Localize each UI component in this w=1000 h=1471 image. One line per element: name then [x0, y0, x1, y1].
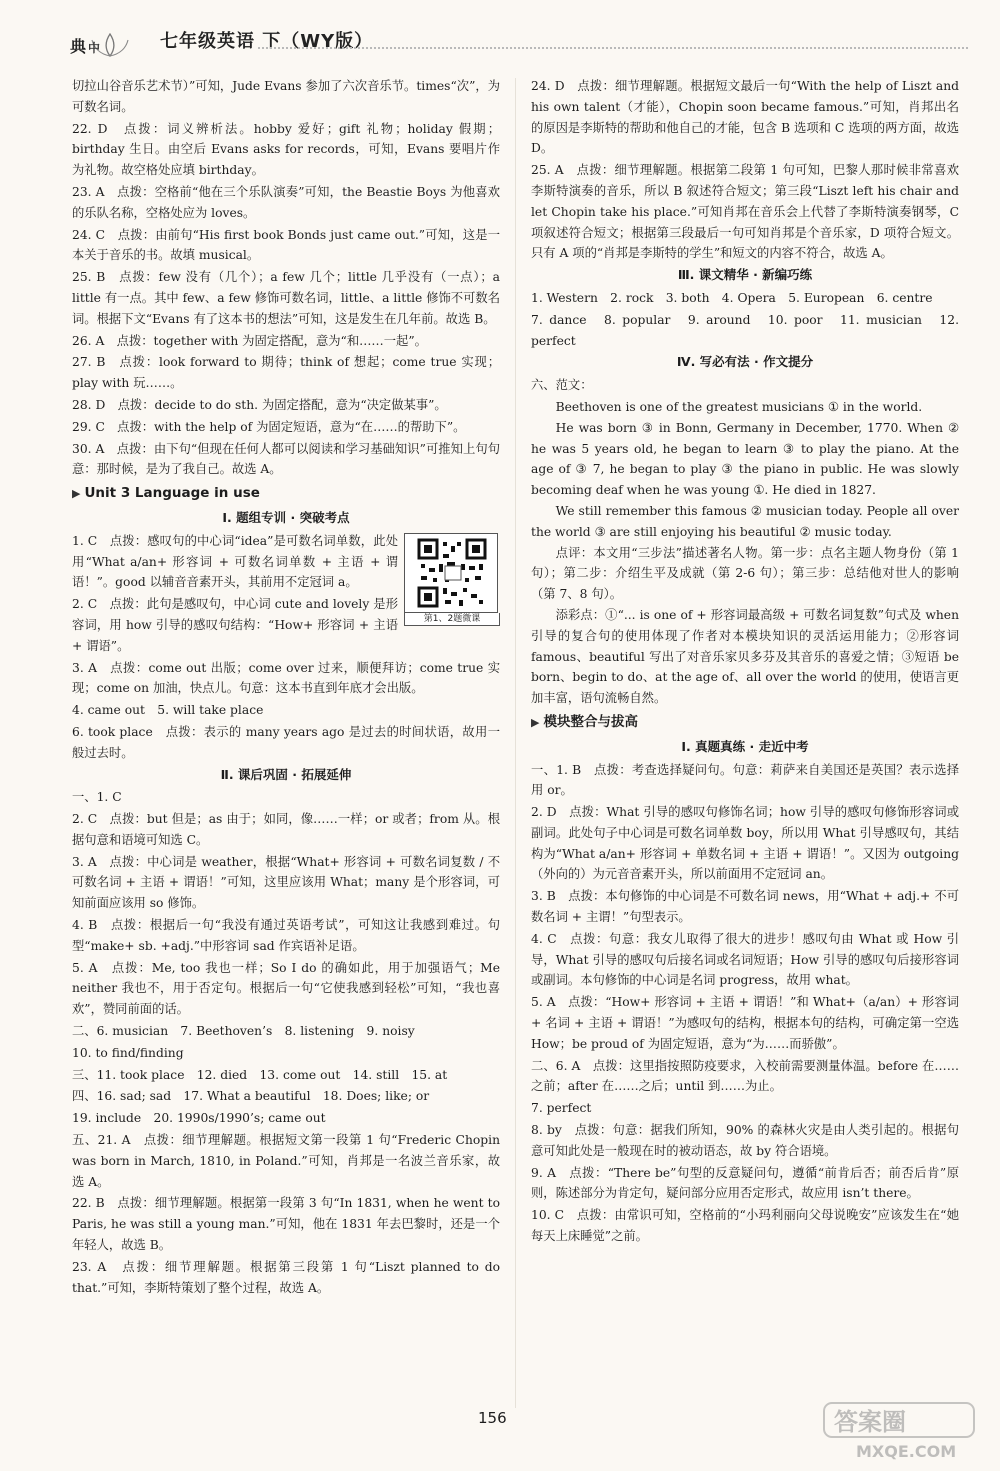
answer-item: 27. B 点拨：look forward to 期待；think of 想起；come true 实现；play with 玩……。 — [72, 355, 500, 391]
answer-item: 24. C 点拨：由前句“His first book Bonds just came out.”可知，这是一本关于音乐的书。故填 musical。 — [72, 227, 500, 263]
essay-paragraph: He was born ③ in Bonn, Germany in December, 1770. When ② he was 5 years old, he began to learn ③ to play the piano. At the age of ③ 7, he began to play ③ the piano in public. He was slowly becoming deaf when he was young ①. He died in 1827. — [531, 420, 959, 498]
answer-item: 3. A 点拨：中心词是 weather，根据“What+ 形容词 + 可数名词复数 / 不可数名词 + 主语 + 谓语！”可知，这里应该用 What；many 是个形容词，可知前面应该用 so 修饰。 — [72, 854, 500, 911]
right-column — [531, 76, 959, 1248]
page-number: 156 — [478, 1409, 507, 1427]
answer-item: 10. to find/finding — [72, 1045, 184, 1060]
answer-item: 4. came out 5. will take place — [72, 703, 264, 718]
answer-item: 四、16. sad; sad 17. What a beautiful 18. Does; like; or — [72, 1089, 430, 1104]
svg-text:典: 典 — [70, 37, 87, 56]
essay-paragraph: We still remember this famous ② musician today. People all over the world ③ are still enjoying his beautiful ② music today. — [531, 503, 959, 539]
answer-item: 5. A 点拨：Me, too 我也一样；So I do 的确如此，用于加强语气；Me neither 我也不，用于否定句。根据后一句“它使我感到轻松”可知，“我也喜欢”，赞同前面的话。 — [72, 960, 500, 1017]
answer-item: 1. Western 2. rock 3. both 4. Opera 5. European 6. centre — [531, 290, 933, 305]
heading-text: 模块整合与拔高 — [543, 713, 638, 730]
answer-item: 六、范文： — [531, 378, 593, 393]
answer-item: 23. A 点拨：空格前“他在三个乐队演奏”可知，the Beastie Boys 为他喜欢的乐队名称，空格处应为 loves。 — [72, 184, 500, 220]
essay-paragraph: 添彩点：①“... is one of + 形容词最高级 + 可数名词复数”句式及 when 引导的复合句的使用体现了作者对本模块知识的灵活运用能力；②形容词 famous、beautiful 写出了对音乐家贝多芬及其音乐的喜爱之情；③短语 be born、begin to do、at the age of、all over the world 的使用，使语言更加丰富，语句流畅自然。 — [531, 607, 959, 706]
left-column — [72, 76, 500, 1299]
answer-item: 24. D 点拨：细节理解题。根据短文最后一句“With the help of Liszt and his own talent（才能），Chopin soon became famous.”可知，肖邦出名的原因是李斯特的帮助和他自己的才能，包含 B 选项和 C 选项的两方面，故选 D。 — [531, 79, 959, 156]
answer-item: 2. C 点拨：but 但是；as 由于；如同，像……一样；or 或者；from 从。根据句意和语境可知选 C。 — [72, 812, 500, 847]
section-heading: Ⅰ. 真题真练 · 走近中考 — [681, 738, 809, 754]
svg-text:MXQE.COM: MXQE.COM — [856, 1442, 957, 1461]
answer-item: 25. A 点拨：细节理解题。根据第二段第 1 句可知，巴黎人那时候非常喜欢李斯特演奏的音乐，所以 B 叙述符合短文；第三段“Liszt left his chair and let Chopin take his place.”可知肖邦在音乐会上代替了李斯特演奏钢琴，C 项叙述符合短文；根据第三段最后一句可知肖邦是个音乐家，D 项符合短文。只有 A 项的“肖邦是李斯特的学生”和短文的内容不符合，故选 A。 — [531, 163, 959, 261]
svg-text:中: 中 — [88, 41, 101, 55]
essay-paragraph: 点评：本文用“三步法”描述著名人物。第一步：点名主题人物身份（第 1 句）；第二步：介绍生平及成就（第 2-6 句）；第三步：总结他对世人的影响（第 7、8 句）。 — [531, 545, 959, 602]
answer-item: 6. took place 点拨：表示的 many years ago 是过去的时间状语，故用一般过去时。 — [72, 724, 500, 760]
unit-heading — [72, 483, 500, 505]
answer-item: 23. A 点拨：细节理解题。根据第三段第 1 句“Liszt planned to do that.”可知，李斯特策划了整个过程，故选 A。 — [72, 1259, 500, 1295]
answer-item: 19. include 20. 1990s/1990’s; came out — [72, 1111, 326, 1126]
section-heading: Ⅲ. 课文精华 · 新编巧练 — [677, 267, 813, 283]
column-divider — [515, 78, 516, 1408]
answer-item: 26. A 点拨：together with 为固定搭配，意为“和……一起”。 — [72, 333, 427, 348]
essay-paragraph: Beethoven is one of the greatest musicians ① in the world. — [555, 399, 923, 414]
answer-item: 22. D 点拨：词义辨析法。hobby 爱好；gift 礼物；holiday 假期；birthday 生日。由空后 Evans asks for records，可知，Evans 要唱片作为礼物。故空格处应填 birthday。 — [72, 121, 500, 178]
answer-item: 2. D 点拨：What 引导的感叹句修饰名词；how 引导的感叹句修饰形容词或副词。此处句子中心词是可数名词单数 boy，所以用 What 引导感叹句，其结构为“What a/an+ 形容词 + 单数名词 + 主语 + 谓语！”。又因为 outgoing（外向的）为元音音素开头，所以前面用不定冠词 an。 — [531, 805, 959, 882]
answer-item: 三、11. took place 12. died 13. come out 14. still 15. at — [72, 1067, 448, 1082]
answer-item: 1. C 点拨：感叹句的中心词“idea”是可数名词单数，此处用“What a/an+ 形容词 + 可数名词单数 + 主语 + 谓语！”。good 以辅音音素开头，其前用不定冠词 a。 — [72, 533, 398, 590]
qr-code-icon — [404, 533, 498, 613]
header-title: 七年级英语 下（WY版） — [160, 31, 374, 52]
book-logo-icon — [70, 30, 150, 58]
section-heading: Ⅱ. 课后巩固 · 拓展延伸 — [220, 766, 352, 782]
answer-item: 7. dance 8. popular 9. around 10. poor 11. musician 12. perfect — [531, 312, 959, 348]
answer-item: 30. A 点拨：由下句“但现在任何人都可以阅读和学习基础知识”可推知上句句意：那时候，是为了我自己。故选 A。 — [72, 441, 500, 477]
triangle-bullet-icon: ▶ — [72, 487, 81, 501]
section-heading: Ⅰ. 题组专训 · 突破考点 — [222, 509, 350, 525]
answer-item: 切拉山谷音乐艺术节）”可知，Jude Evans 参加了六次音乐节。times“次”，为可数名词。 — [72, 79, 500, 114]
answer-item: 3. B 点拨：本句修饰的中心词是不可数名词 news，用“What + adj.+ 不可数名词 + 主谓！”句型表示。 — [531, 889, 959, 925]
header-rule — [258, 47, 968, 49]
qr-label: 第1、2题微课 — [404, 613, 500, 626]
page-header — [48, 28, 968, 64]
answer-item: 一、1. B 点拨：考查选择疑问句。句意：莉萨来自美国还是英国？表示选择用 or。 — [531, 762, 959, 798]
answer-item: 7. perfect — [531, 1101, 592, 1116]
answer-item: 25. B 点拨：few 没有（几个）；a few 几个；little 几乎没有（一点）；a little 有一点。其中 few、a few 修饰可数名词，little、a little 修饰不可数名词。根据下文“Evans 有了这本书的想法”可知，这是发生在几年前。故选 B。 — [72, 270, 500, 326]
answer-item: 10. C 点拨：由常识可知，空格前的“小玛利丽向父母说晚安”应该发生在“她每天上床睡觉”之前。 — [531, 1208, 959, 1244]
answer-item: 二、6. A 点拨：这里指按照防疫要求，入校前需要测量体温。before 在……之前；after 在……之后；until 到……为止。 — [531, 1058, 959, 1094]
svg-text:答案圈: 答案圈 — [834, 1408, 906, 1436]
answer-item: 3. A 点拨：come out 出版；come over 过来，顺便拜访；come true 实现；come on 加油，快点儿。句意：这本书直到年底才会出版。 — [72, 660, 500, 696]
module-heading — [531, 712, 959, 734]
qr-code[interactable] — [404, 533, 500, 627]
answer-item: 9. A 点拨：“There be”句型的反意疑问句，遵循“前肯后否；前否后肯”原则，陈述部分为肯定句，疑问部分应用否定形式，故应用 isn’t there。 — [531, 1165, 959, 1201]
answer-item: 28. D 点拨：decide to do sth. 为固定搭配，意为“决定做某事”。 — [72, 397, 447, 412]
answer-item: 一、1. C — [72, 790, 122, 805]
answer-item: 5. A 点拨：“How+ 形容词 + 主语 + 谓语！”和 What+（a/an）+ 形容词 + 名词 + 主语 + 谓语！”为感叹句的结构，根据本句的结构，可确定第一空选 How；be proud of 为固定短语，意为“为……而骄傲”。 — [531, 995, 959, 1051]
triangle-bullet-icon: ▶ — [531, 715, 540, 729]
answer-item: 2. C 点拨：此句是感叹句，中心词 cute and lovely 是形容词，用 how 引导的感叹句结构：“How+ 形容词 + 主语 + 谓语”。 — [72, 597, 398, 653]
answer-item: 22. B 点拨：细节理解题。根据第一段第 3 句“In 1831, when he went to Paris, he was still a young man.”可知，他在 1831 年去巴黎时，还是一个年轻人，故选 B。 — [72, 1196, 500, 1253]
answer-item: 五、21. A 点拨：细节理解题。根据短文第一段第 1 句“Frederic Chopin was born in March, 1810, in Poland.”可知，肖邦是一名波兰音乐家，故选 A。 — [72, 1133, 500, 1189]
answer-item: 二、6. musician 7. Beethoven’s 8. listening 9. noisy — [72, 1024, 415, 1039]
answer-item: 29. C 点拨：with the help of 为固定短语，意为“在……的帮助下”。 — [72, 419, 466, 434]
watermark-logo — [822, 1399, 982, 1463]
heading-text: Unit 3 Language in use — [84, 485, 260, 502]
answer-item: 4. B 点拨：根据后一句“我没有通过英语考试”，可知这让我感到难过。句型“make+ sb. +adj.”中形容词 sad 作宾语补足语。 — [72, 918, 500, 953]
section-heading: Ⅳ. 写必有法 · 作文提分 — [676, 354, 814, 370]
answer-item: 8. by 点拨：句意：据我们所知，90% 的森林火灾是由人类引起的。根据句意可知此处是一般现在时的被动语态，故 by 符合语境。 — [531, 1123, 959, 1158]
answer-item: 4. C 点拨：句意：我女儿取得了很大的进步！感叹句由 What 或 How 引导，What 引导的感叹句后接名词或名词短语；How 引导的感叹句后接形容词或副词。本句修饰的中心词是名词 progress，故用 what。 — [531, 931, 959, 988]
